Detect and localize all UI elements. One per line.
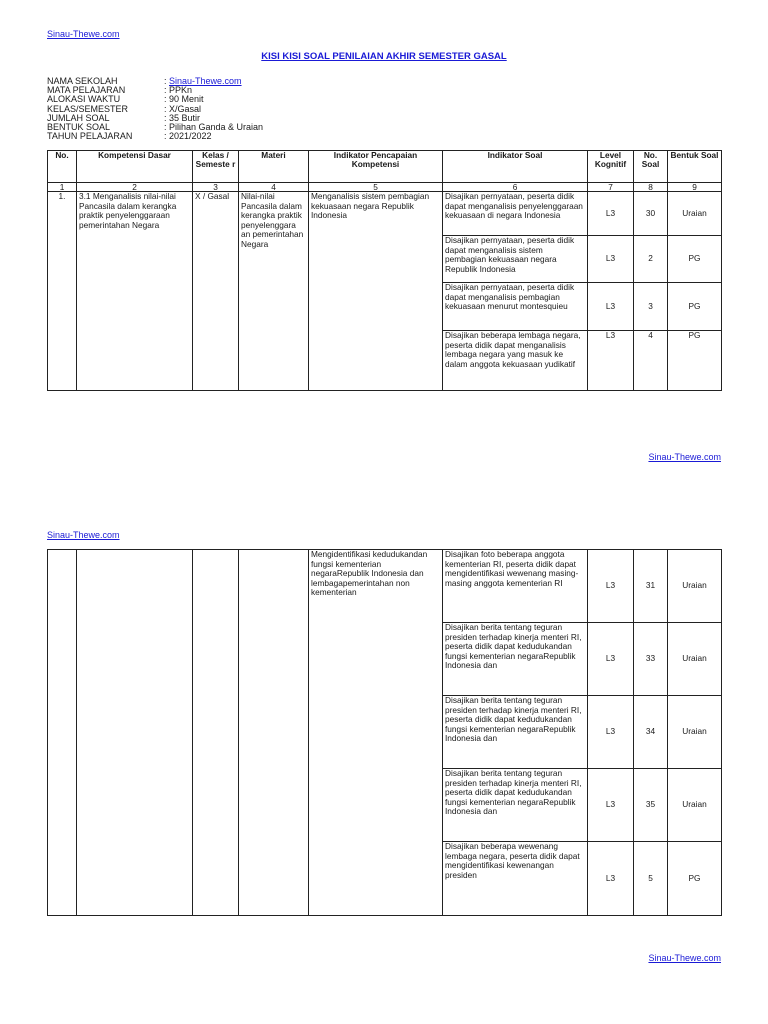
school-link[interactable]: Sinau-Thewe.com bbox=[169, 76, 242, 86]
column-header: No. Soal bbox=[634, 151, 668, 183]
no-soal: 33 bbox=[634, 623, 668, 696]
column-number: 1 bbox=[48, 183, 77, 192]
kelas-semester: X / Gasal bbox=[193, 192, 239, 391]
document-title: KISI KISI SOAL PENILAIAN AKHIR SEMESTER GASAL bbox=[261, 51, 507, 62]
indikator-soal: Disajikan pernyataan, peserta didik dapat menganalisis pembagian kekuasaan menurut montesquieu bbox=[443, 283, 588, 331]
info-label: MATA PELAJARAN bbox=[47, 85, 126, 96]
info-value: : 35 Butir bbox=[164, 112, 201, 123]
bentuk-soal: Uraian bbox=[668, 623, 722, 696]
bentuk-soal: Uraian bbox=[668, 192, 722, 236]
level-kognitif: L3 bbox=[588, 623, 634, 696]
materi: Nilai-nilai Pancasila dalam kerangka praktik penyelenggara an pemerintahan Negara bbox=[239, 192, 309, 391]
bentuk-soal: Uraian bbox=[668, 696, 722, 769]
level-kognitif: L3 bbox=[588, 550, 634, 623]
site-link-header[interactable]: Sinau-Thewe.com bbox=[47, 29, 120, 39]
level-kognitif: L3 bbox=[588, 842, 634, 916]
level-kognitif: L3 bbox=[588, 696, 634, 769]
info-label: JUMLAH SOAL bbox=[47, 112, 110, 123]
info-row-year bbox=[47, 132, 263, 141]
kisi-table-page-1 bbox=[47, 150, 722, 391]
column-header: Kompetensi Dasar bbox=[77, 151, 193, 183]
indikator-soal: Disajikan berita tentang teguran presiden terhadap kinerja menteri RI, peserta didik dapat kedudukandan fungsi kementerian negaraRepublik Indonesia dan bbox=[443, 696, 588, 769]
column-number: 8 bbox=[634, 183, 668, 192]
no-soal: 30 bbox=[634, 192, 668, 236]
column-header: Bentuk Soal bbox=[668, 151, 722, 183]
info-value: : PPKn bbox=[164, 85, 193, 96]
info-value: : 2021/2022 bbox=[164, 131, 212, 142]
column-header: Materi bbox=[239, 151, 309, 183]
level-kognitif: L3 bbox=[588, 283, 634, 331]
table-row bbox=[48, 192, 722, 236]
column-number: 6 bbox=[443, 183, 588, 192]
table-row bbox=[48, 550, 722, 623]
indikator-soal: Disajikan pernyataan, peserta didik dapat menganalisis sistem pembagian kekuasaan negara Republik Indonesia bbox=[443, 236, 588, 283]
info-value: : Sinau-Thewe.com bbox=[164, 76, 242, 86]
indikator-soal: Disajikan berita tentang teguran presiden terhadap kinerja menteri RI, peserta didik dapat kedudukandan fungsi kementerian negaraRepublik Indonesia dan bbox=[443, 623, 588, 696]
indikator-soal: Disajikan berita tentang teguran presiden terhadap kinerja menteri RI, peserta didik dapat kedudukandan fungsi kementerian negaraRepublik Indonesia dan bbox=[443, 769, 588, 842]
info-value: : 90 Menit bbox=[164, 94, 204, 105]
indikator-pencapaian: Mengidentifikasi kedudukandan fungsi kementerian negaraRepublik Indonesia dan lembagapemerintahan non kementerian bbox=[309, 550, 443, 916]
no-soal: 4 bbox=[634, 331, 668, 391]
column-number: 5 bbox=[309, 183, 443, 192]
column-header: Kelas / Semeste r bbox=[193, 151, 239, 183]
bentuk-soal: Uraian bbox=[668, 550, 722, 623]
no-soal: 3 bbox=[634, 283, 668, 331]
column-number-row bbox=[48, 183, 722, 192]
site-link-footer[interactable]: Sinau-Thewe.com bbox=[648, 452, 721, 462]
no-soal: 34 bbox=[634, 696, 668, 769]
kelas-semester bbox=[193, 550, 239, 916]
no-soal: 5 bbox=[634, 842, 668, 916]
row-number bbox=[48, 550, 77, 916]
bentuk-soal: PG bbox=[668, 236, 722, 283]
info-label: KELAS/SEMESTER bbox=[47, 103, 129, 114]
column-header: Level Kognitif bbox=[588, 151, 634, 183]
kompetensi-dasar bbox=[77, 550, 193, 916]
column-number: 7 bbox=[588, 183, 634, 192]
bentuk-soal: PG bbox=[668, 331, 722, 391]
indikator-soal: Disajikan foto beberapa anggota kementerian RI, peserta didik dapat mengidentifikasi wewenang masing-masing anggota kementerian RI bbox=[443, 550, 588, 623]
level-kognitif: L3 bbox=[588, 331, 634, 391]
indikator-soal: Disajikan beberapa wewenang lembaga negara, peserta didik dapat mengidentifikasi kewenangan presiden bbox=[443, 842, 588, 916]
level-kognitif: L3 bbox=[588, 192, 634, 236]
indikator-soal: Disajikan beberapa lembaga negara, peserta didik dapat menganalisis lembaga negara yang masuk ke dalam anggota kekuasaan yudikatif bbox=[443, 331, 588, 391]
column-header: Indikator Pencapaian Kompetensi bbox=[309, 151, 443, 183]
column-header: No. bbox=[48, 151, 77, 183]
table-header-row bbox=[48, 151, 722, 183]
kisi-table-page-2 bbox=[47, 549, 722, 916]
level-kognitif: L3 bbox=[588, 769, 634, 842]
bentuk-soal: PG bbox=[668, 842, 722, 916]
info-label: BENTUK SOAL bbox=[47, 122, 111, 133]
bentuk-soal: Uraian bbox=[668, 769, 722, 842]
column-number: 9 bbox=[668, 183, 722, 192]
kompetensi-dasar: 3.1 Menganalisis nilai-nilai Pancasila dalam kerangka praktik penyelenggaraan pemerintahan Negara bbox=[77, 192, 193, 391]
indikator-soal: Disajikan pernyataan, peserta didik dapat menganalisis penyelenggaraan kekuasaan di negara Indonesia bbox=[443, 192, 588, 236]
column-header: Indikator Soal bbox=[443, 151, 588, 183]
row-number: 1. bbox=[48, 192, 77, 391]
materi bbox=[239, 550, 309, 916]
info-label: ALOKASI WAKTU bbox=[47, 94, 121, 105]
column-number: 4 bbox=[239, 183, 309, 192]
column-number: 2 bbox=[77, 183, 193, 192]
bentuk-soal: PG bbox=[668, 283, 722, 331]
info-label: TAHUN PELAJARAN bbox=[47, 131, 133, 142]
info-label: NAMA SEKOLAH bbox=[47, 76, 118, 86]
no-soal: 31 bbox=[634, 550, 668, 623]
column-number: 3 bbox=[193, 183, 239, 192]
school-info bbox=[47, 77, 263, 141]
info-value: : Pilihan Ganda & Uraian bbox=[164, 122, 264, 133]
indikator-pencapaian: Menganalisis sistem pembagian kekuasaan negara Republik Indonesia bbox=[309, 192, 443, 391]
level-kognitif: L3 bbox=[588, 236, 634, 283]
info-value: : X/Gasal bbox=[164, 103, 202, 114]
site-link-header[interactable]: Sinau-Thewe.com bbox=[47, 530, 120, 540]
no-soal: 2 bbox=[634, 236, 668, 283]
no-soal: 35 bbox=[634, 769, 668, 842]
site-link-footer[interactable]: Sinau-Thewe.com bbox=[648, 953, 721, 963]
